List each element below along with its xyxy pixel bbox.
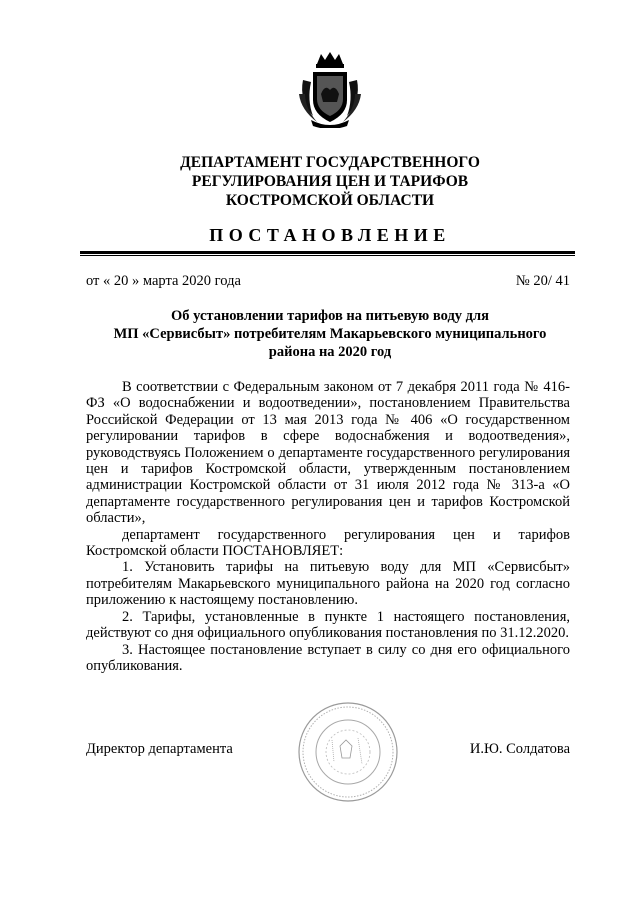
- document-number: № 20/ 41: [515, 273, 570, 289]
- header-line-3: КОСТРОМСКОЙ ОБЛАСТИ: [225, 192, 435, 209]
- signatory-position: Директор департамента: [86, 741, 233, 757]
- body-paragraph-3: 1. Установить тарифы на питьевую воду для МП «Сервисбыт» потребителям Макарьевского муниципального района на 2020 год согласно приложению к настоящему постановлению.: [86, 559, 570, 609]
- coat-of-arms-icon: [297, 50, 363, 128]
- signatory-name: И.Ю. Солдатова: [469, 741, 570, 757]
- document-title: ПОСТАНОВЛЕНИЕ: [209, 225, 451, 245]
- header-line-1: ДЕПАРТАМЕНТ ГОСУДАРСТВЕННОГО: [180, 154, 480, 171]
- subject-line-2: МП «Сервисбыт» потребителям Макарьевского муниципального: [113, 326, 547, 342]
- header-line-2: РЕГУЛИРОВАНИЯ ЦЕН И ТАРИФОВ: [191, 173, 469, 190]
- document-date: от « 20 » марта 2020 года: [86, 273, 241, 289]
- body-paragraph-2: департамент государственного регулирования цен и тарифов Костромской области ПОСТАНОВЛЯЕТ:: [86, 526, 570, 560]
- department-header: [100, 153, 560, 210]
- document-body: [86, 379, 570, 674]
- official-seal-icon: [296, 700, 400, 804]
- body-paragraph-5: 3. Настоящее постановление вступает в силу со дня его официального опубликования.: [86, 641, 570, 674]
- title-divider: [80, 251, 575, 256]
- body-paragraph-4: 2. Тарифы, установленные в пункте 1 настоящего постановления, действуют со дня официального опубликования постановления по 31.12.2020.: [86, 608, 570, 642]
- document-subject: [100, 307, 560, 361]
- subject-line-3: района на 2020 год: [268, 344, 392, 360]
- body-paragraph-1: В соответствии с Федеральным законом от 7 декабря 2011 года № 416-ФЗ «О водоснабжении и водоотведении», постановлением Правительства Российской Федерации от 13 мая 2013 года № 406 «О государственном регулировании тарифов в сфере водоснабжения и водоотведения», руководствуясь Положением о департаменте государственного регулирования цен и тарифов Костромской области, утвержденным постановлением администрации Костромской области от 31 июля 2012 года № 313-а «О департаменте государственного регулирования цен и тарифов Костромской области»,: [86, 379, 570, 527]
- subject-line-1: Об установлении тарифов на питьевую воду для: [171, 308, 489, 324]
